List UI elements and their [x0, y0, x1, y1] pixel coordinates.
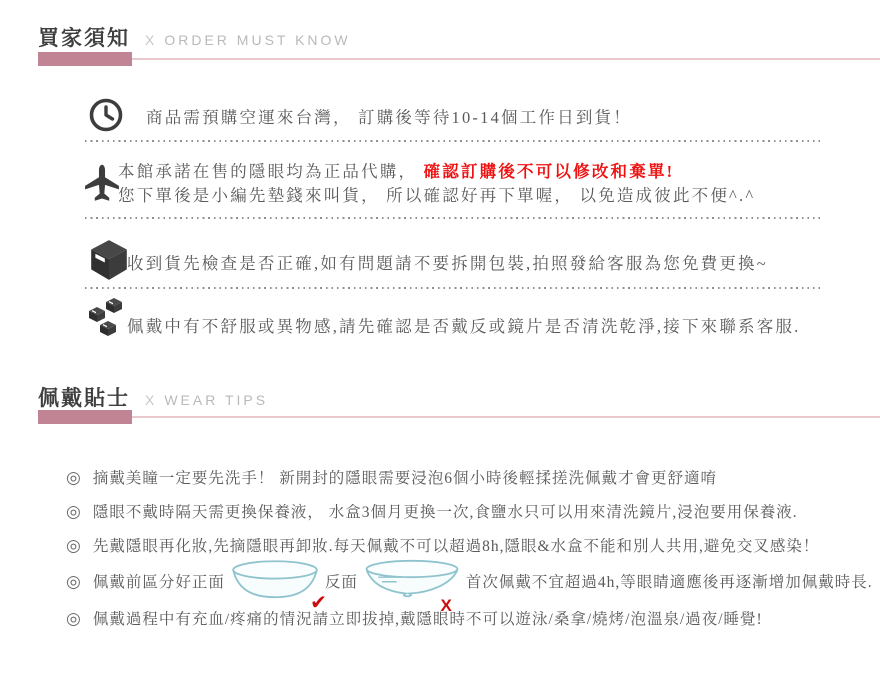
section-header-order: [38, 22, 351, 52]
accent-bar: [38, 410, 132, 424]
accent-bar: [38, 52, 132, 66]
notice-text-normal: 本館承諾在售的隱眼均為正品代購，: [118, 162, 424, 181]
bullet-icon: ◎: [66, 501, 81, 521]
lens-front-icon: [229, 559, 327, 614]
notice-text-line1: [118, 160, 674, 183]
airplane-icon: [82, 163, 122, 210]
tip-text: 隱眼不戴時隔天需更換保養液， 水盒3個月更換一次,食鹽水只可以用來清洗鏡片,浸泡要用保養液.: [92, 504, 798, 521]
accent-line: [132, 58, 880, 60]
section-title: 佩戴貼士: [38, 387, 130, 410]
accent-line: [132, 416, 880, 418]
tip-text-suffix: 首次佩戴不宜超過4h,等眼睛適應後再逐漸增加佩戴時長.: [465, 574, 873, 591]
clock-icon: [88, 97, 124, 138]
notice-text-line2: 您下單後是小編先墊錢來叫貨， 所以確認好再下單喔， 以免造成彼此不便^.^: [118, 186, 756, 205]
bullet-icon: ◎: [66, 608, 81, 628]
bullet-icon: ◎: [66, 535, 81, 555]
dotted-divider: [85, 140, 820, 142]
dotted-divider: [85, 217, 820, 219]
notice-text: 收到貨先檢查是否正確,如有問題請不要拆開包裝,拍照發給客服為您免費更換~: [127, 254, 768, 273]
tip-text-prefix: 佩戴前區分好正面: [92, 574, 225, 591]
cross-mark-icon: X: [440, 595, 452, 615]
section-subtitle: WEAR TIPS: [164, 392, 269, 408]
bullet-icon: ◎: [66, 571, 81, 591]
tip-text: 佩戴過程中有充血/疼痛的情況請立即拔掉,戴隱眼時不可以遊泳/桑拿/燒烤/泡溫泉/過夜/睡覺!: [92, 611, 763, 628]
notice-text: 佩戴中有不舒服或異物感,請先確認是否戴反或鏡片是否清洗乾淨,接下來聯系客服.: [127, 317, 801, 336]
tip-row: [66, 500, 798, 522]
section-title: 買家須知: [38, 27, 130, 50]
tip-row-lens: [66, 560, 873, 615]
notice-text: 商品需預購空運來台灣， 訂購後等待10-14個工作日到貨！: [146, 108, 632, 127]
header-x-divider: X: [145, 392, 155, 408]
section-header-wear-tips: [38, 382, 268, 412]
tip-text-mid: 反面: [324, 574, 358, 591]
tip-row: [66, 607, 763, 629]
lens-back-icon: [362, 559, 462, 615]
checkmark-icon: ✔: [310, 589, 327, 614]
tip-row: [66, 466, 717, 488]
box-icon: [88, 238, 130, 287]
cubes-icon: [89, 298, 129, 345]
bullet-icon: ◎: [66, 467, 81, 487]
tip-row: [66, 534, 819, 556]
section-subtitle: ORDER MUST KNOW: [164, 32, 351, 48]
header-x-divider: X: [145, 32, 155, 48]
notice-text-red: 確認訂購後不可以修改和棄單!: [423, 162, 675, 181]
tip-text: 摘戴美瞳一定要先洗手！ 新開封的隱眼需要浸泡6個小時後輕揉搓洗佩戴才會更舒適唷: [92, 470, 717, 487]
tip-text: 先戴隱眼再化妝,先摘隱眼再卸妝.每天佩戴不可以超過8h,隱眼&水盒不能和別人共用,避免交叉感染！: [92, 538, 820, 555]
dotted-divider: [85, 287, 820, 289]
